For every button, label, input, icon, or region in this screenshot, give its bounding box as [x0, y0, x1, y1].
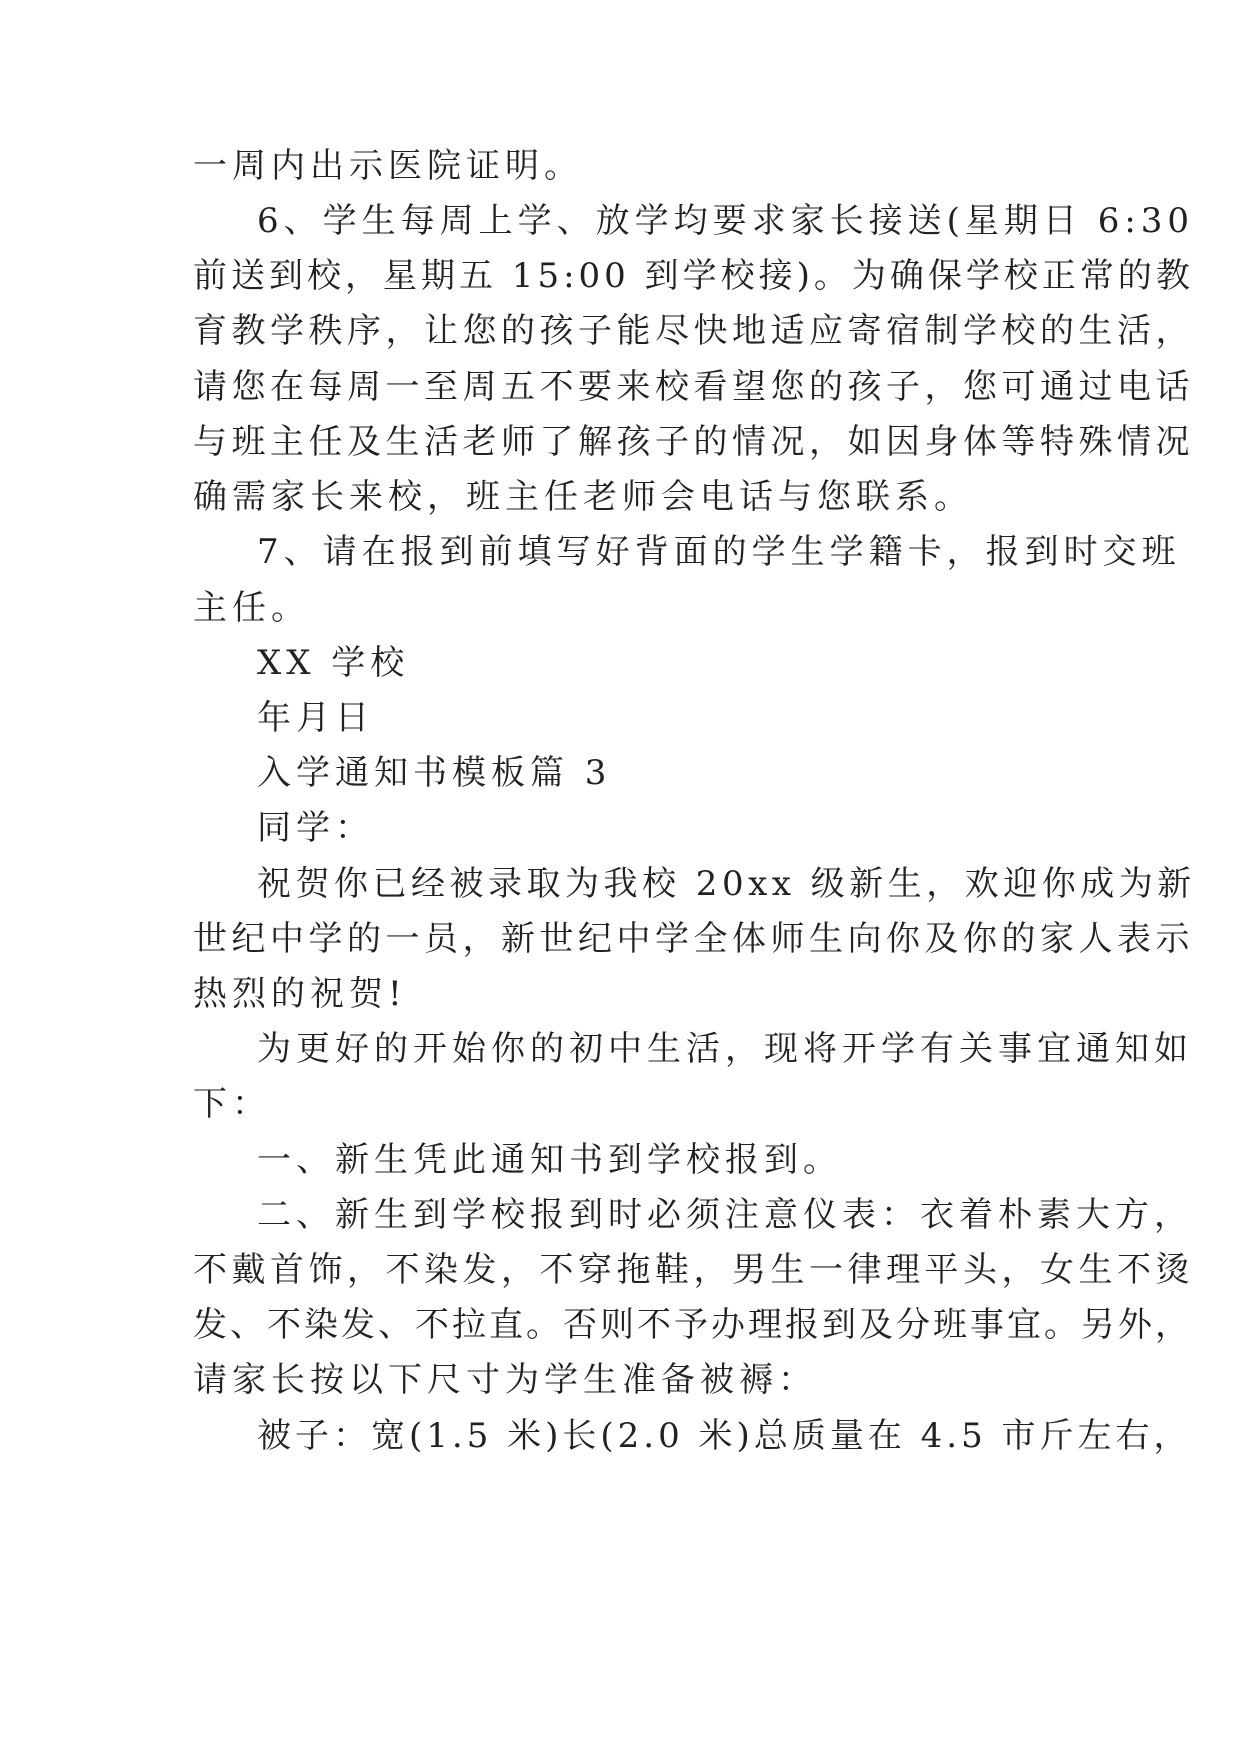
paragraph-line: 与班主任及生活老师了解孩子的情况，如因身体等特殊情况	[193, 422, 1194, 462]
school-name: XX 学校	[257, 643, 410, 683]
paragraph-line: 主任。	[193, 588, 310, 628]
paragraph-line: 二、新生到学校报到时必须注意仪表：衣着朴素大方，	[257, 1195, 1193, 1235]
paragraph-line: 世纪中学的一员，新世纪中学全体师生向你及你的家人表示	[193, 919, 1194, 959]
paragraph-line: 热烈的祝贺!	[193, 974, 407, 1014]
paragraph-line: 祝贺你已经被录取为我校 20xx 级新生，欢迎你成为新	[257, 864, 1196, 904]
paragraph-line: 7、请在报到前填写好背面的学生学籍卡，报到时交班	[257, 532, 1181, 572]
paragraph-line: 下：	[193, 1084, 271, 1124]
paragraph-line: 确需家长来校，班主任老师会电话与您联系。	[193, 477, 973, 517]
salutation: 同学：	[257, 808, 374, 848]
date-line: 年月日	[257, 698, 374, 738]
paragraph-line: 前送到校，星期五 15:00 到学校接)。为确保学校正常的教	[193, 256, 1194, 296]
paragraph-line: 不戴首饰，不染发，不穿拖鞋，男生一律理平头，女生不烫	[193, 1250, 1194, 1290]
paragraph-line: 6、学生每周上学、放学均要求家长接送(星期日 6:30	[257, 201, 1195, 241]
paragraph-line: 请家长按以下尺寸为学生准备被褥：	[193, 1360, 817, 1400]
paragraph-line: 一周内出示医院证明。	[193, 146, 583, 186]
paragraph-line: 为更好的开始你的初中生活，现将开学有关事宜通知如	[257, 1029, 1193, 1069]
section-title: 入学通知书模板篇 3	[257, 753, 612, 793]
paragraph-line: 发、不染发、不拉直。否则不予办理报到及分班事宜。另外，	[193, 1305, 1192, 1345]
paragraph-line: 育教学秩序，让您的孩子能尽快地适应寄宿制学校的生活，	[193, 311, 1194, 351]
paragraph-line: 一、新生凭此通知书到学校报到。	[257, 1140, 842, 1180]
paragraph-line: 请您在每周一至周五不要来校看望您的孩子，您可通过电话	[193, 367, 1194, 407]
paragraph-line: 被子：宽(1.5 米)长(2.0 米)总质量在 4.5 市斤左右，	[257, 1416, 1192, 1456]
